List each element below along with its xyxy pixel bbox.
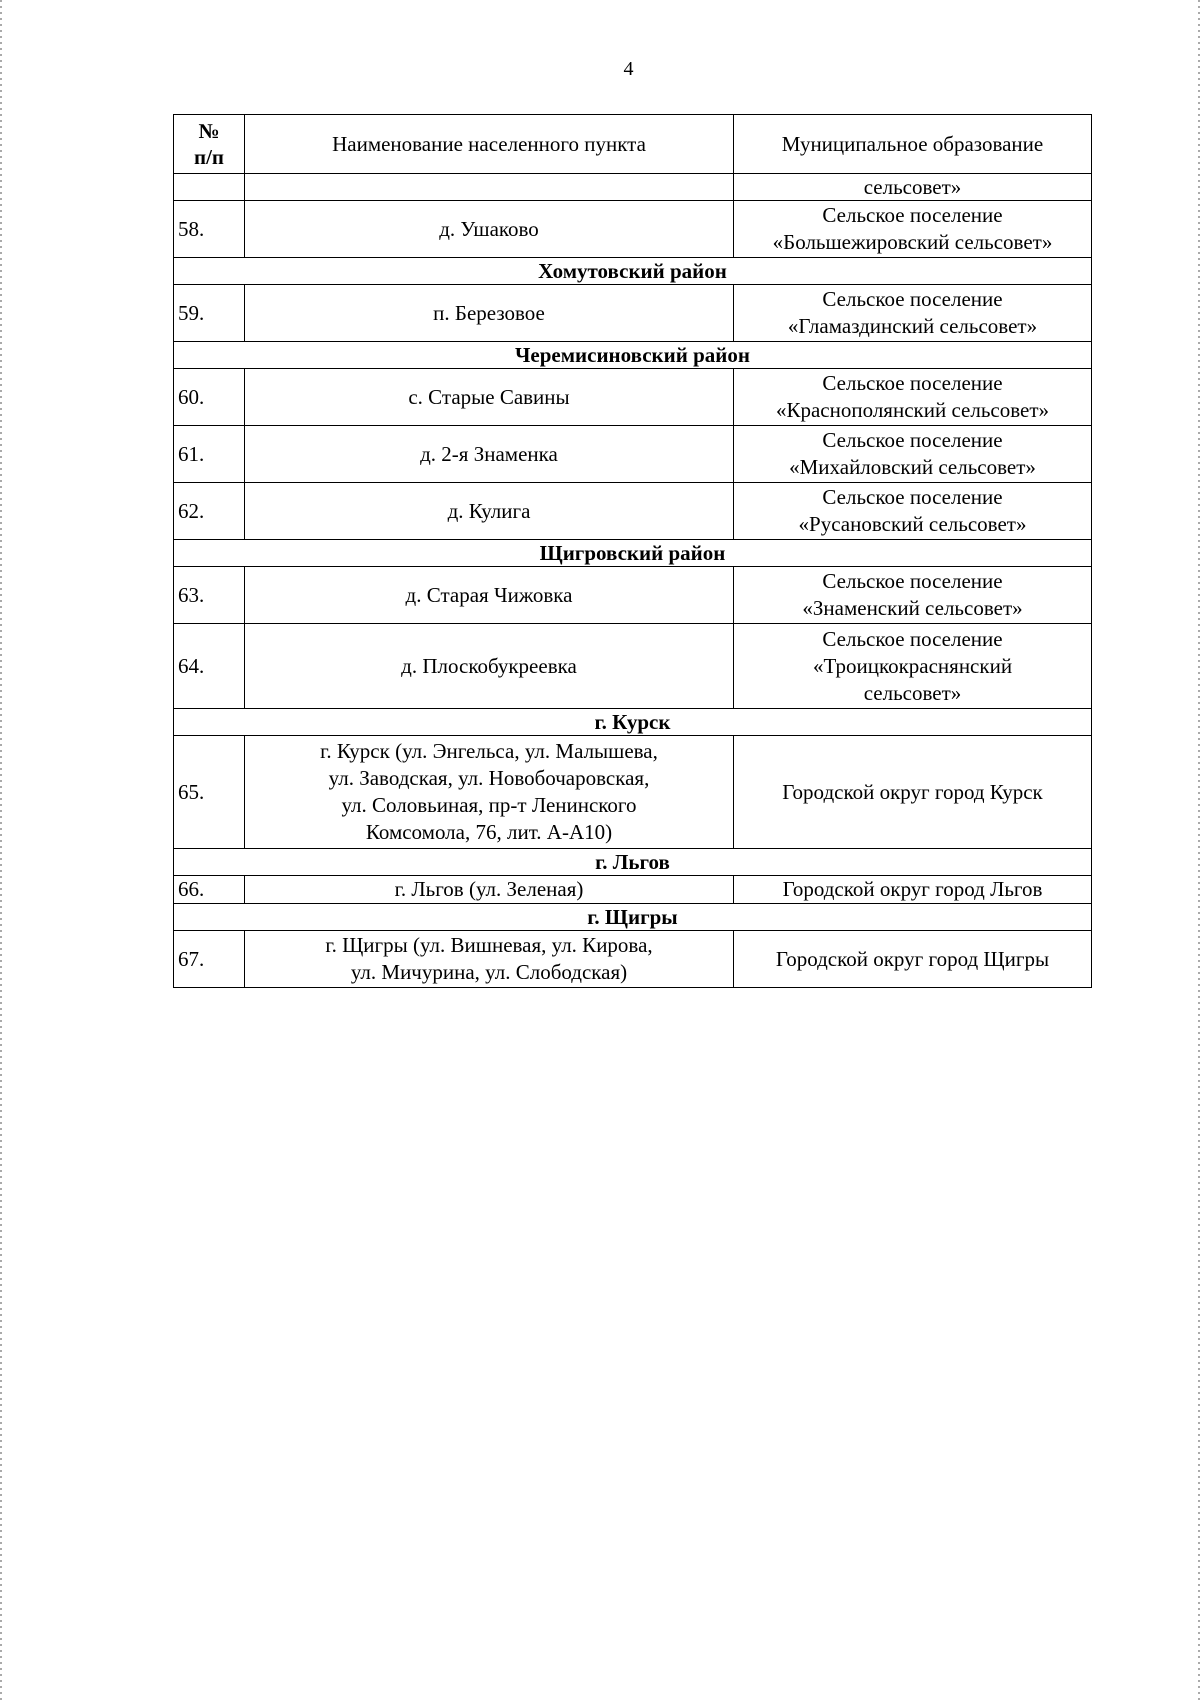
municipality-line: «Знаменский сельсовет» [802, 596, 1023, 620]
table-body [174, 174, 1092, 988]
header-municipality: Муниципальное образование [734, 115, 1092, 174]
row-number: 66. [174, 876, 245, 904]
continuation-number [174, 174, 245, 201]
table-row [174, 426, 1092, 483]
settlement-name [245, 624, 734, 709]
table-row [174, 285, 1092, 342]
row-number: 67. [174, 931, 245, 988]
row-number: 60. [174, 369, 245, 426]
settlement-name [245, 483, 734, 540]
row-number: 61. [174, 426, 245, 483]
municipality [734, 736, 1092, 849]
municipality-line: «Русановский сельсовет» [798, 512, 1027, 536]
settlement-name-line: ул. Мичурина, ул. Слободская) [350, 960, 628, 984]
settlement-name-line: п. Березовое [433, 300, 545, 325]
municipality-line: Городской округ город Курск [782, 779, 1043, 804]
municipality-line: «Михайловский сельсовет» [789, 455, 1036, 479]
row-number: 59. [174, 285, 245, 342]
continuation-row [174, 174, 1092, 201]
settlement-name [245, 736, 734, 849]
settlement-name-line: г. Курск (ул. Энгельса, ул. Малышева, [320, 739, 658, 763]
municipality [734, 483, 1092, 540]
municipality-line: Городской округ город Льгов [782, 877, 1043, 901]
header-number [174, 115, 245, 174]
row-number: 63. [174, 567, 245, 624]
table-header-row [174, 115, 1092, 174]
section-title: г. Курск [174, 709, 1092, 736]
section-header-row [174, 709, 1092, 736]
section-title: г. Льгов [174, 849, 1092, 876]
municipality [734, 624, 1092, 709]
settlement-name [245, 285, 734, 342]
table-row [174, 483, 1092, 540]
settlement-name-line: д. Ушаково [439, 216, 539, 241]
settlement-name [245, 931, 734, 988]
settlement-name-line: г. Льгов (ул. Зеленая) [394, 877, 584, 901]
continuation-name [245, 174, 734, 201]
municipality-line: Сельское поселение [822, 485, 1003, 509]
section-title: г. Щигры [174, 904, 1092, 931]
settlement-name [245, 426, 734, 483]
settlement-name [245, 567, 734, 624]
municipality-line: Сельское поселение [822, 626, 1003, 651]
municipality-line: Сельское поселение [822, 569, 1003, 593]
continuation-municipality: сельсовет» [734, 174, 1092, 201]
municipality [734, 201, 1092, 258]
municipality-line: Сельское поселение [822, 371, 1003, 395]
settlement-name-line: д. Плоскобукреевка [401, 653, 577, 678]
municipality [734, 426, 1092, 483]
settlement-name-line: с. Старые Савины [408, 384, 570, 409]
section-title: Черемисиновский район [174, 342, 1092, 369]
municipality [734, 567, 1092, 624]
settlement-name-line: Комсомола, 76, лит. А-А10) [365, 820, 613, 844]
table-row [174, 567, 1092, 624]
settlement-name-line: ул. Соловьиная, пр-т Ленинского [341, 793, 637, 817]
page-number: 4 [623, 58, 634, 80]
settlement-name [245, 201, 734, 258]
settlement-name-line: ул. Заводская, ул. Новобочаровская, [328, 766, 650, 790]
header-number-abbr: п/п [193, 145, 225, 169]
municipality [734, 369, 1092, 426]
section-header-row [174, 540, 1092, 567]
municipality-line: Городской округ город Щигры [775, 946, 1050, 971]
settlement-name [245, 876, 734, 904]
municipality-line: сельсовет» [863, 680, 962, 705]
table-row [174, 369, 1092, 426]
municipality [734, 931, 1092, 988]
section-header-row [174, 849, 1092, 876]
municipality-line: Сельское поселение [822, 428, 1003, 452]
settlements-table [173, 114, 1092, 988]
header-settlement-name: Наименование населенного пункта [245, 115, 734, 174]
section-title: Щигровский район [174, 540, 1092, 567]
table-row [174, 931, 1092, 988]
row-number: 58. [174, 201, 245, 258]
section-title: Хомутовский район [174, 258, 1092, 285]
table-row [174, 624, 1092, 709]
table-row [174, 876, 1092, 904]
municipality-line: «Гламаздинский сельсовет» [787, 314, 1038, 338]
section-header-row [174, 904, 1092, 931]
municipality [734, 285, 1092, 342]
settlement-name-line: д. Старая Чижовка [405, 582, 573, 607]
row-number: 64. [174, 624, 245, 709]
settlement-name-line: г. Щигры (ул. Вишневая, ул. Кирова, [325, 933, 653, 957]
municipality-line: «Троицкокраснянский [812, 653, 1013, 678]
scan-left-edge [0, 0, 2, 1702]
municipality-line: Сельское поселение [822, 287, 1003, 311]
header-number-symbol: № [198, 119, 220, 143]
row-number: 65. [174, 736, 245, 849]
municipality-line: «Краснополянский сельсовет» [775, 398, 1050, 422]
settlement-name-line: д. 2-я Знаменка [420, 441, 558, 466]
settlement-name [245, 369, 734, 426]
section-header-row [174, 342, 1092, 369]
table-row [174, 736, 1092, 849]
municipality-line: «Большежировский сельсовет» [772, 230, 1053, 254]
municipality-line: Сельское поселение [822, 203, 1003, 227]
settlement-name-line: д. Кулига [447, 498, 531, 523]
row-number: 62. [174, 483, 245, 540]
table-row [174, 201, 1092, 258]
municipality [734, 876, 1092, 904]
section-header-row [174, 258, 1092, 285]
